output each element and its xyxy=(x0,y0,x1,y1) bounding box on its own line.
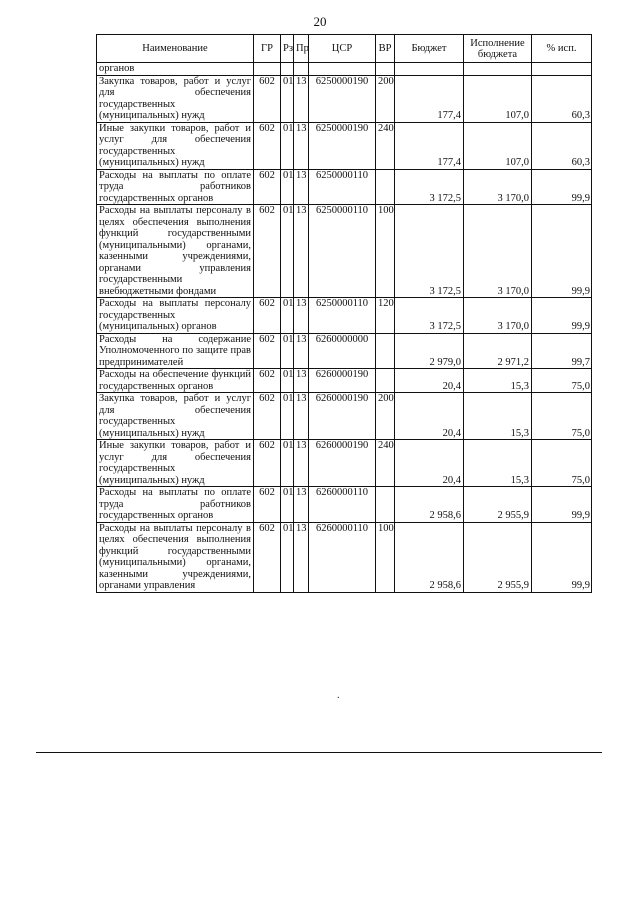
header-gr: ГР xyxy=(254,35,281,63)
cell-pr: 13 xyxy=(294,122,309,169)
cell-rz: 01 xyxy=(281,333,294,369)
cell-pr xyxy=(294,63,309,76)
cell-csr: 6260000190 xyxy=(309,369,376,393)
cell-vr: 120 xyxy=(376,298,395,334)
cell-csr: 6250000190 xyxy=(309,122,376,169)
cell-csr: 6250000110 xyxy=(309,298,376,334)
cell-rz: 01 xyxy=(281,522,294,592)
cell-vr xyxy=(376,333,395,369)
cell-budget: 177,4 xyxy=(395,75,464,122)
cell-budget: 2 979,0 xyxy=(395,333,464,369)
cell-vr: 200 xyxy=(376,75,395,122)
cell-percent: 99,9 xyxy=(532,298,592,334)
table-row xyxy=(97,63,592,76)
cell-name: Иные закупки товаров, работ и услуг для обеспечения государственных (муниципальных) нужд xyxy=(97,122,254,169)
table-row xyxy=(97,205,592,298)
cell-percent: 75,0 xyxy=(532,440,592,487)
cell-percent: 99,7 xyxy=(532,333,592,369)
cell-gr: 602 xyxy=(254,522,281,592)
footer-rule xyxy=(36,752,602,753)
cell-gr: 602 xyxy=(254,298,281,334)
cell-execution: 107,0 xyxy=(464,75,532,122)
table-row xyxy=(97,75,592,122)
table-row xyxy=(97,440,592,487)
cell-gr xyxy=(254,63,281,76)
cell-percent: 99,9 xyxy=(532,169,592,205)
cell-rz xyxy=(281,63,294,76)
cell-gr: 602 xyxy=(254,487,281,523)
header-vr: ВР xyxy=(376,35,395,63)
header-csr: ЦСР xyxy=(309,35,376,63)
cell-csr xyxy=(309,63,376,76)
cell-vr: 240 xyxy=(376,122,395,169)
cell-gr: 602 xyxy=(254,393,281,440)
cell-budget: 3 172,5 xyxy=(395,205,464,298)
cell-budget xyxy=(395,63,464,76)
header-pr: Пр xyxy=(294,35,309,63)
header-budget: Бюджет xyxy=(395,35,464,63)
cell-percent xyxy=(532,63,592,76)
cell-execution: 3 170,0 xyxy=(464,298,532,334)
cell-budget: 177,4 xyxy=(395,122,464,169)
cell-rz: 01 xyxy=(281,169,294,205)
table-row xyxy=(97,369,592,393)
cell-budget: 20,4 xyxy=(395,440,464,487)
cell-execution: 2 955,9 xyxy=(464,522,532,592)
cell-name: Закупка товаров, работ и услуг для обеспечения государственных (муниципальных) нужд xyxy=(97,393,254,440)
cell-pr: 13 xyxy=(294,205,309,298)
cell-vr xyxy=(376,169,395,205)
cell-pr: 13 xyxy=(294,298,309,334)
cell-vr: 240 xyxy=(376,440,395,487)
cell-vr: 100 xyxy=(376,522,395,592)
header-rz: Рз xyxy=(281,35,294,63)
cell-budget: 20,4 xyxy=(395,369,464,393)
table-row xyxy=(97,333,592,369)
cell-execution: 3 170,0 xyxy=(464,169,532,205)
cell-gr: 602 xyxy=(254,333,281,369)
cell-pr: 13 xyxy=(294,393,309,440)
cell-name: Расходы на выплаты по оплате труда работников государственных органов xyxy=(97,169,254,205)
cell-budget: 3 172,5 xyxy=(395,298,464,334)
cell-vr: 100 xyxy=(376,205,395,298)
table-header xyxy=(97,35,592,63)
header-execution: Исполнение бюджета xyxy=(464,35,532,63)
cell-gr: 602 xyxy=(254,205,281,298)
cell-percent: 99,9 xyxy=(532,487,592,523)
cell-execution: 2 955,9 xyxy=(464,487,532,523)
cell-percent: 99,9 xyxy=(532,205,592,298)
cell-name: Расходы на содержание Уполномоченного по защите прав предпринимателей xyxy=(97,333,254,369)
cell-csr: 6260000190 xyxy=(309,393,376,440)
cell-budget: 20,4 xyxy=(395,393,464,440)
cell-rz: 01 xyxy=(281,75,294,122)
cell-rz: 01 xyxy=(281,205,294,298)
cell-pr: 13 xyxy=(294,369,309,393)
cell-name: Расходы на выплаты персоналу государственных (муниципальных) органов xyxy=(97,298,254,334)
header-percent: % исп. xyxy=(532,35,592,63)
cell-csr: 6260000110 xyxy=(309,522,376,592)
cell-gr: 602 xyxy=(254,122,281,169)
footer-mark: . xyxy=(337,690,340,701)
cell-rz: 01 xyxy=(281,440,294,487)
cell-rz: 01 xyxy=(281,487,294,523)
cell-name: Закупка товаров, работ и услуг для обеспечения государственных (муниципальных) нужд xyxy=(97,75,254,122)
cell-rz: 01 xyxy=(281,393,294,440)
cell-csr: 6250000110 xyxy=(309,205,376,298)
cell-execution: 107,0 xyxy=(464,122,532,169)
cell-name: Расходы на выплаты по оплате труда работников государственных органов xyxy=(97,487,254,523)
cell-name: органов xyxy=(97,63,254,76)
budget-table xyxy=(96,34,592,593)
cell-csr: 6250000190 xyxy=(309,75,376,122)
cell-vr: 200 xyxy=(376,393,395,440)
cell-pr: 13 xyxy=(294,169,309,205)
cell-pr: 13 xyxy=(294,75,309,122)
cell-execution: 15,3 xyxy=(464,440,532,487)
cell-execution: 15,3 xyxy=(464,393,532,440)
cell-percent: 75,0 xyxy=(532,393,592,440)
cell-vr xyxy=(376,369,395,393)
cell-name: Иные закупки товаров, работ и услуг для обеспечения государственных (муниципальных) нужд xyxy=(97,440,254,487)
table-row xyxy=(97,169,592,205)
cell-budget: 3 172,5 xyxy=(395,169,464,205)
cell-csr: 6260000190 xyxy=(309,440,376,487)
table-body xyxy=(97,63,592,593)
page-number: 20 xyxy=(313,14,327,29)
cell-gr: 602 xyxy=(254,440,281,487)
cell-pr: 13 xyxy=(294,487,309,523)
cell-name: Расходы на выплаты персоналу в целях обеспечения выполнения функций государственными (муниципальными) органами, казенными учреждениями, органами управления xyxy=(97,522,254,592)
cell-gr: 602 xyxy=(254,75,281,122)
cell-rz: 01 xyxy=(281,369,294,393)
cell-csr: 6260000110 xyxy=(309,487,376,523)
table-row xyxy=(97,487,592,523)
cell-name: Расходы на выплаты персоналу в целях обеспечения выполнения функций государственными (муниципальными) органами, казенными учреждениями, органами управления государственными внебюджетными фондами xyxy=(97,205,254,298)
cell-execution: 15,3 xyxy=(464,369,532,393)
table-row xyxy=(97,393,592,440)
cell-execution: 2 971,2 xyxy=(464,333,532,369)
cell-rz: 01 xyxy=(281,298,294,334)
cell-csr: 6260000000 xyxy=(309,333,376,369)
table-row xyxy=(97,298,592,334)
table-row xyxy=(97,122,592,169)
cell-pr: 13 xyxy=(294,522,309,592)
cell-execution: 3 170,0 xyxy=(464,205,532,298)
cell-rz: 01 xyxy=(281,122,294,169)
cell-pr: 13 xyxy=(294,440,309,487)
cell-gr: 602 xyxy=(254,369,281,393)
cell-vr xyxy=(376,487,395,523)
cell-budget: 2 958,6 xyxy=(395,522,464,592)
cell-percent: 60,3 xyxy=(532,122,592,169)
cell-vr xyxy=(376,63,395,76)
cell-percent: 75,0 xyxy=(532,369,592,393)
cell-percent: 60,3 xyxy=(532,75,592,122)
cell-percent: 99,9 xyxy=(532,522,592,592)
cell-csr: 6250000110 xyxy=(309,169,376,205)
table-row xyxy=(97,522,592,592)
cell-gr: 602 xyxy=(254,169,281,205)
header-name: Наименование xyxy=(97,35,254,63)
cell-execution xyxy=(464,63,532,76)
cell-budget: 2 958,6 xyxy=(395,487,464,523)
cell-pr: 13 xyxy=(294,333,309,369)
cell-name: Расходы на обеспечение функций государственных органов xyxy=(97,369,254,393)
